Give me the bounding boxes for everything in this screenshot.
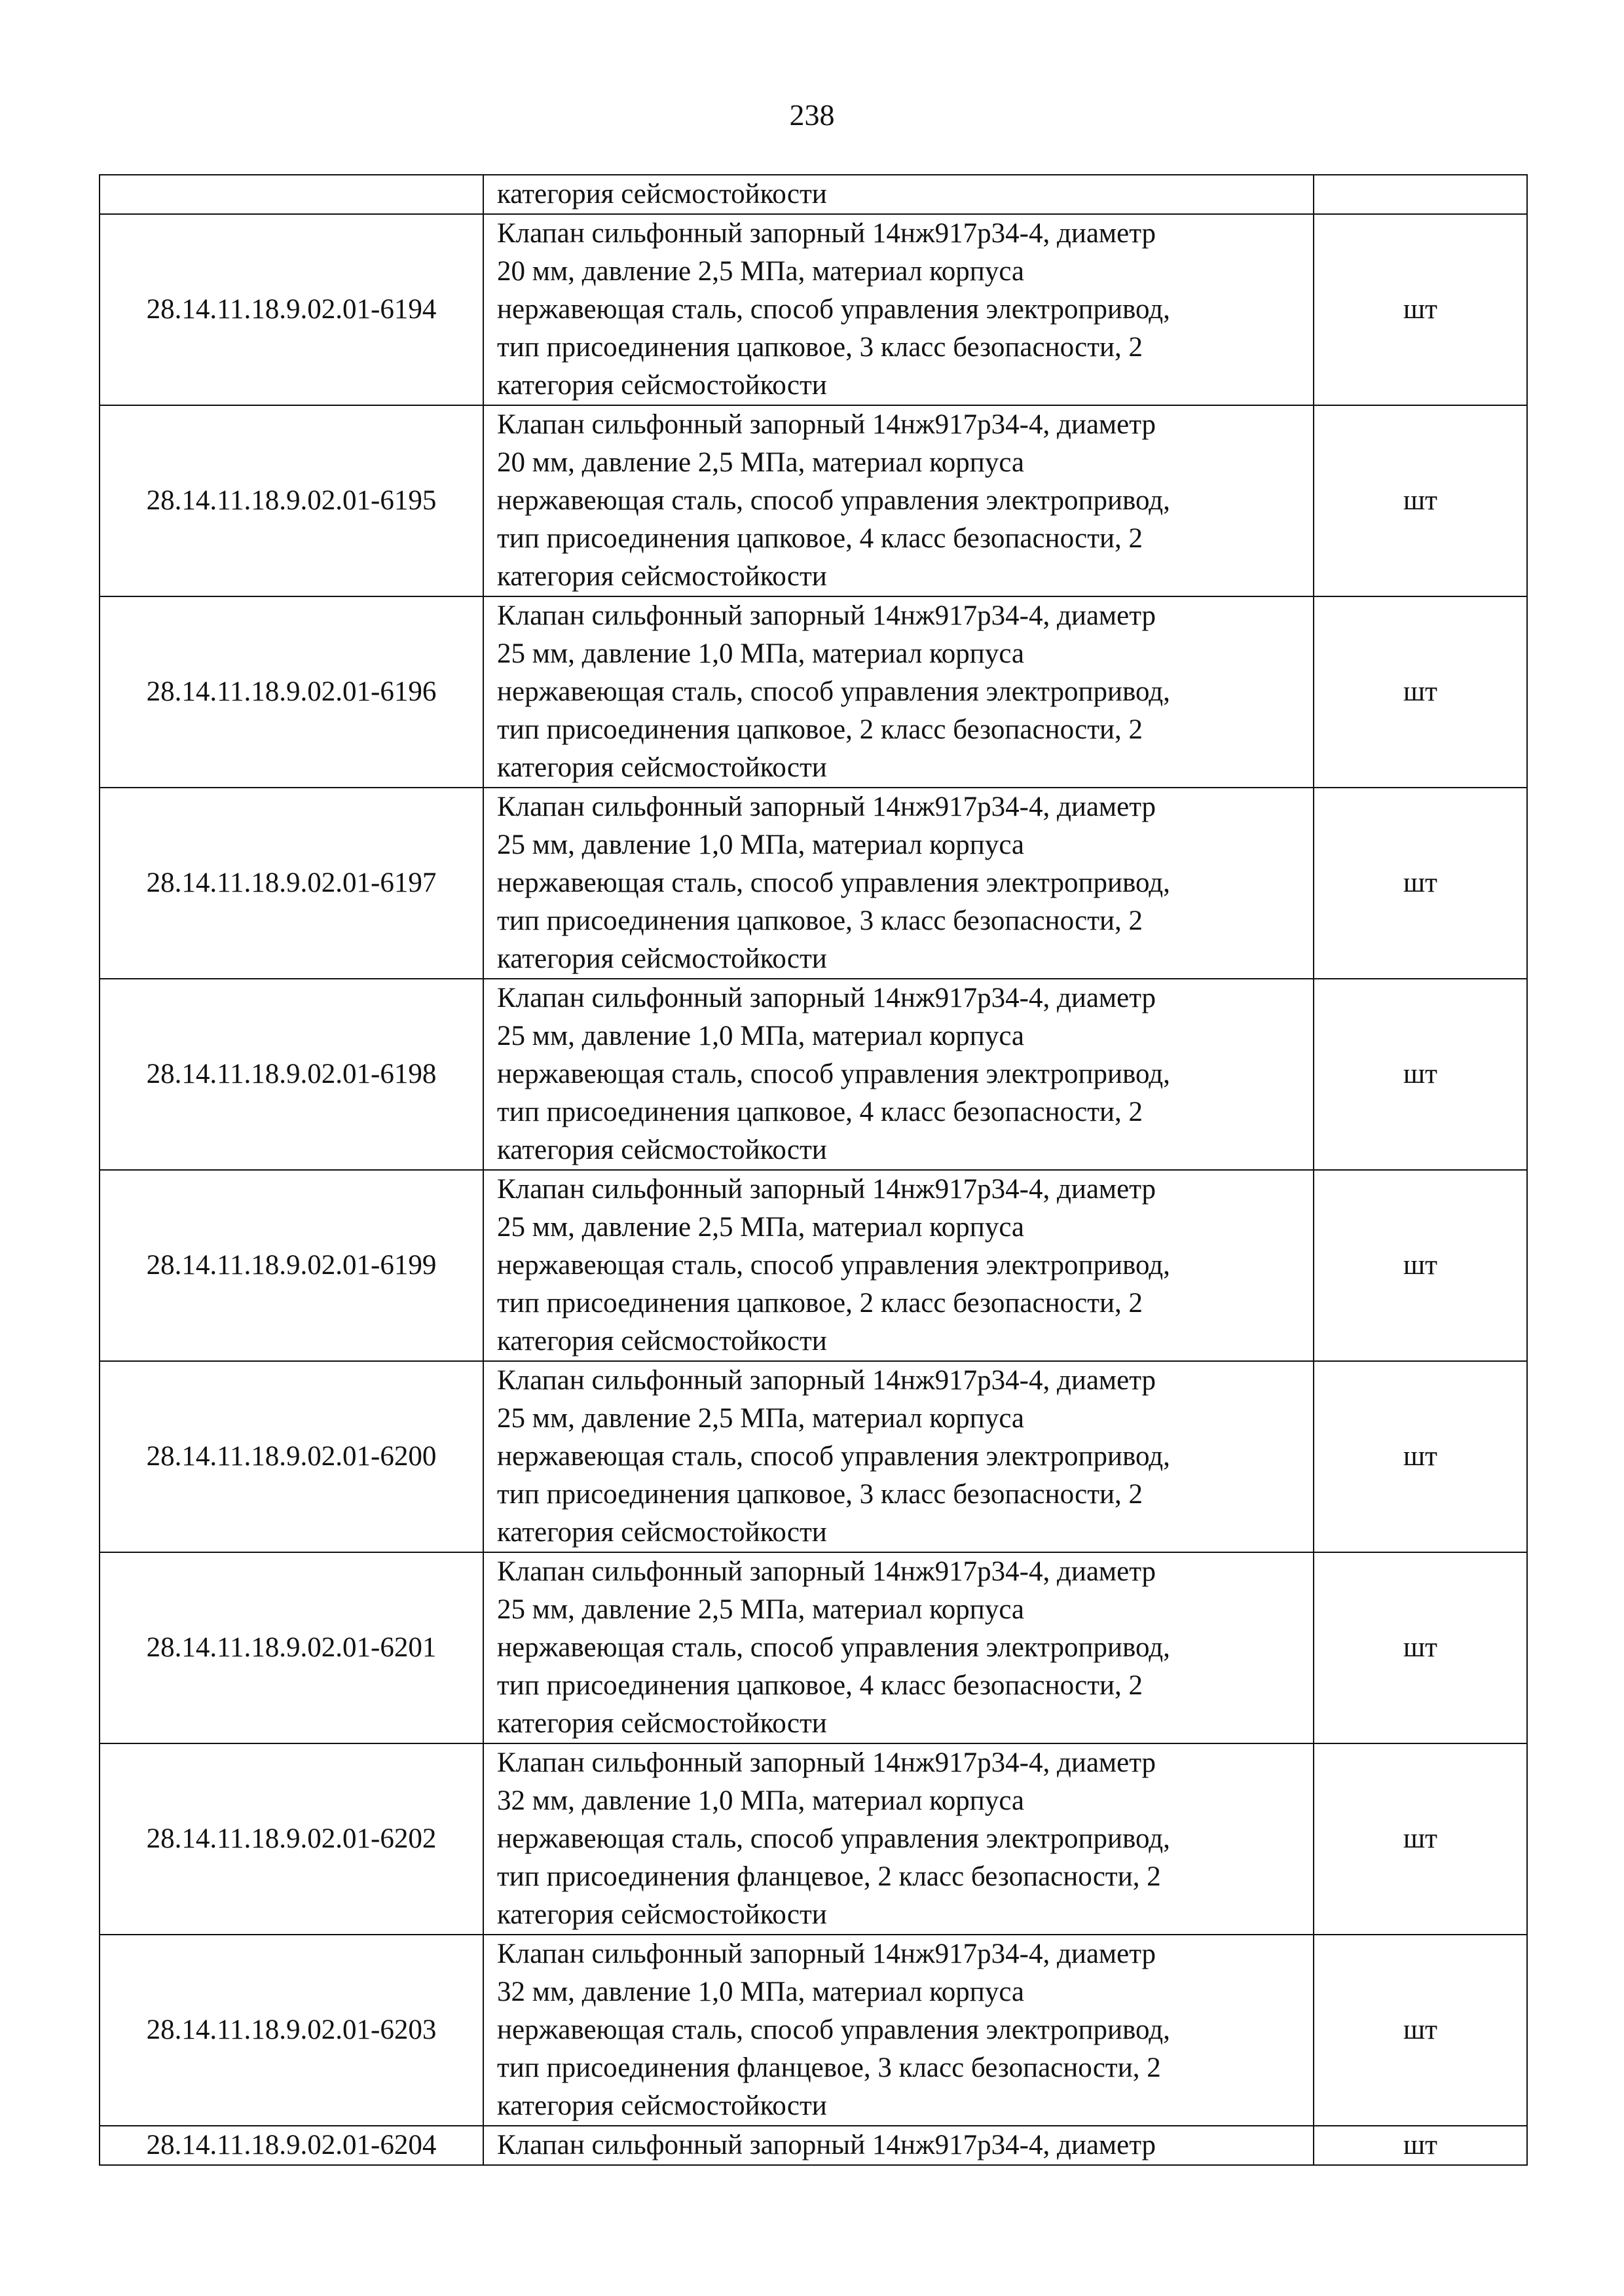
table-row (100, 214, 1527, 405)
description-line: 25 мм, давление 2,5 МПа, материал корпуса (497, 1403, 1025, 1434)
description-cell (483, 788, 1314, 979)
description-line: 20 мм, давление 2,5 МПа, материал корпуса (497, 447, 1025, 478)
code-cell: 28.14.11.18.9.02.01-6200 (100, 1361, 483, 1552)
description-line: Клапан сильфонный запорный 14нж917р34-4, диаметр (497, 409, 1156, 440)
description-cell: категория сейсмостойкости (483, 175, 1314, 214)
description-line: тип присоединения цапковое, 2 класс безопасности, 2 (497, 1288, 1143, 1319)
description-line: 20 мм, давление 2,5 МПа, материал корпуса (497, 256, 1025, 287)
description-line: нержавеющая сталь, способ управления электропривод, (497, 1632, 1170, 1663)
page-number: 238 (789, 98, 835, 132)
unit-cell: шт (1314, 405, 1527, 596)
table-row (100, 1743, 1527, 1935)
description-line: Клапан сильфонный запорный 14нж917р34-4, диаметр (497, 1365, 1156, 1396)
description-line: Клапан сильфонный запорный 14нж917р34-4, диаметр (497, 792, 1156, 822)
description-line: тип присоединения фланцевое, 3 класс безопасности, 2 (497, 2052, 1161, 2083)
description-line: тип присоединения цапковое, 4 класс безопасности, 2 (497, 523, 1143, 554)
table-row (100, 596, 1527, 788)
unit-cell: шт (1314, 788, 1527, 979)
description-cell (483, 1935, 1314, 2126)
description-line: нержавеющая сталь, способ управления электропривод, (497, 1059, 1170, 1089)
unit-cell (1314, 175, 1527, 214)
code-cell: 28.14.11.18.9.02.01-6198 (100, 979, 483, 1170)
description-line: тип присоединения фланцевое, 2 класс безопасности, 2 (497, 1861, 1161, 1892)
unit-cell: шт (1314, 596, 1527, 788)
description-cell (483, 405, 1314, 596)
unit-cell: шт (1314, 1935, 1527, 2126)
code-cell: 28.14.11.18.9.02.01-6195 (100, 405, 483, 596)
description-line: Клапан сильфонный запорный 14нж917р34-4, диаметр (497, 600, 1156, 631)
table-row (100, 979, 1527, 1170)
description-line: категория сейсмостойкости (497, 1326, 827, 1357)
description-line: тип присоединения цапковое, 3 класс безопасности, 2 (497, 905, 1143, 936)
table-row-continuation (100, 175, 1527, 214)
code-cell: 28.14.11.18.9.02.01-6201 (100, 1552, 483, 1743)
code-cell: 28.14.11.18.9.02.01-6202 (100, 1743, 483, 1935)
code-cell: 28.14.11.18.9.02.01-6203 (100, 1935, 483, 2126)
description-line: категория сейсмостойкости (497, 1899, 827, 1930)
description-line: тип присоединения цапковое, 3 класс безопасности, 2 (497, 1479, 1143, 1510)
description-cell: Клапан сильфонный запорный 14нж917р34-4, диаметр (483, 2126, 1314, 2165)
table-row-last (100, 2126, 1527, 2165)
description-line: категория сейсмостойкости (497, 2090, 827, 2121)
code-cell: 28.14.11.18.9.02.01-6204 (100, 2126, 483, 2165)
description-line: нержавеющая сталь, способ управления электропривод, (497, 867, 1170, 898)
table-row (100, 1552, 1527, 1743)
description-line: Клапан сильфонный запорный 14нж917р34-4, диаметр (497, 1747, 1156, 1778)
description-line: нержавеющая сталь, способ управления электропривод, (497, 2014, 1170, 2045)
description-line: тип присоединения цапковое, 3 класс безопасности, 2 (497, 332, 1143, 363)
description-cell (483, 979, 1314, 1170)
description-cell (483, 1170, 1314, 1361)
description-line: категория сейсмостойкости (497, 561, 827, 592)
description-line: 32 мм, давление 1,0 МПа, материал корпуса (497, 1785, 1025, 1816)
description-line: Клапан сильфонный запорный 14нж917р34-4, диаметр (497, 1174, 1156, 1205)
description-cell (483, 1743, 1314, 1935)
description-line: категория сейсмостойкости (497, 370, 827, 401)
unit-cell: шт (1314, 1552, 1527, 1743)
description-line: нержавеющая сталь, способ управления электропривод, (497, 676, 1170, 707)
table-row (100, 1170, 1527, 1361)
unit-cell: шт (1314, 1743, 1527, 1935)
unit-cell: шт (1314, 1170, 1527, 1361)
table-row (100, 1935, 1527, 2126)
unit-cell: шт (1314, 1361, 1527, 1552)
description-line: категория сейсмостойкости (497, 1135, 827, 1165)
description-line: нержавеющая сталь, способ управления электропривод, (497, 1250, 1170, 1281)
table-row (100, 1361, 1527, 1552)
description-line: 25 мм, давление 1,0 МПа, материал корпуса (497, 829, 1025, 860)
description-line: категория сейсмостойкости (497, 1517, 827, 1548)
description-cell (483, 1552, 1314, 1743)
description-line: нержавеющая сталь, способ управления электропривод, (497, 485, 1170, 516)
description-line: 25 мм, давление 2,5 МПа, материал корпуса (497, 1212, 1025, 1243)
description-line: тип присоединения цапковое, 4 класс безопасности, 2 (497, 1097, 1143, 1127)
description-line: нержавеющая сталь, способ управления электропривод, (497, 1441, 1170, 1472)
description-line: тип присоединения цапковое, 4 класс безопасности, 2 (497, 1670, 1143, 1701)
table-row (100, 788, 1527, 979)
code-cell: 28.14.11.18.9.02.01-6197 (100, 788, 483, 979)
description-cell (483, 596, 1314, 788)
description-line: категория сейсмостойкости (497, 752, 827, 783)
description-line: Клапан сильфонный запорный 14нж917р34-4, диаметр (497, 983, 1156, 1013)
description-line: категория сейсмостойкости (497, 1708, 827, 1739)
description-line: Клапан сильфонный запорный 14нж917р34-4, диаметр (497, 218, 1156, 249)
description-line: категория сейсмостойкости (497, 943, 827, 974)
description-line: 32 мм, давление 1,0 МПа, материал корпуса (497, 1977, 1025, 2007)
unit-cell: шт (1314, 214, 1527, 405)
price-table (99, 174, 1528, 2166)
description-line: 25 мм, давление 1,0 МПа, материал корпуса (497, 638, 1025, 669)
description-line: Клапан сильфонный запорный 14нж917р34-4, диаметр (497, 1556, 1156, 1587)
description-line: нержавеющая сталь, способ управления электропривод, (497, 294, 1170, 325)
description-line: 25 мм, давление 2,5 МПа, материал корпуса (497, 1594, 1025, 1625)
description-line: тип присоединения цапковое, 2 класс безопасности, 2 (497, 714, 1143, 745)
description-cell (483, 214, 1314, 405)
code-cell (100, 175, 483, 214)
description-line: 25 мм, давление 1,0 МПа, материал корпуса (497, 1021, 1025, 1051)
description-line: нержавеющая сталь, способ управления электропривод, (497, 1823, 1170, 1854)
code-cell: 28.14.11.18.9.02.01-6199 (100, 1170, 483, 1361)
unit-cell: шт (1314, 2126, 1527, 2165)
table-row (100, 405, 1527, 596)
unit-cell: шт (1314, 979, 1527, 1170)
description-line: Клапан сильфонный запорный 14нж917р34-4, диаметр (497, 1939, 1156, 1969)
code-cell: 28.14.11.18.9.02.01-6196 (100, 596, 483, 788)
code-cell: 28.14.11.18.9.02.01-6194 (100, 214, 483, 405)
description-cell (483, 1361, 1314, 1552)
